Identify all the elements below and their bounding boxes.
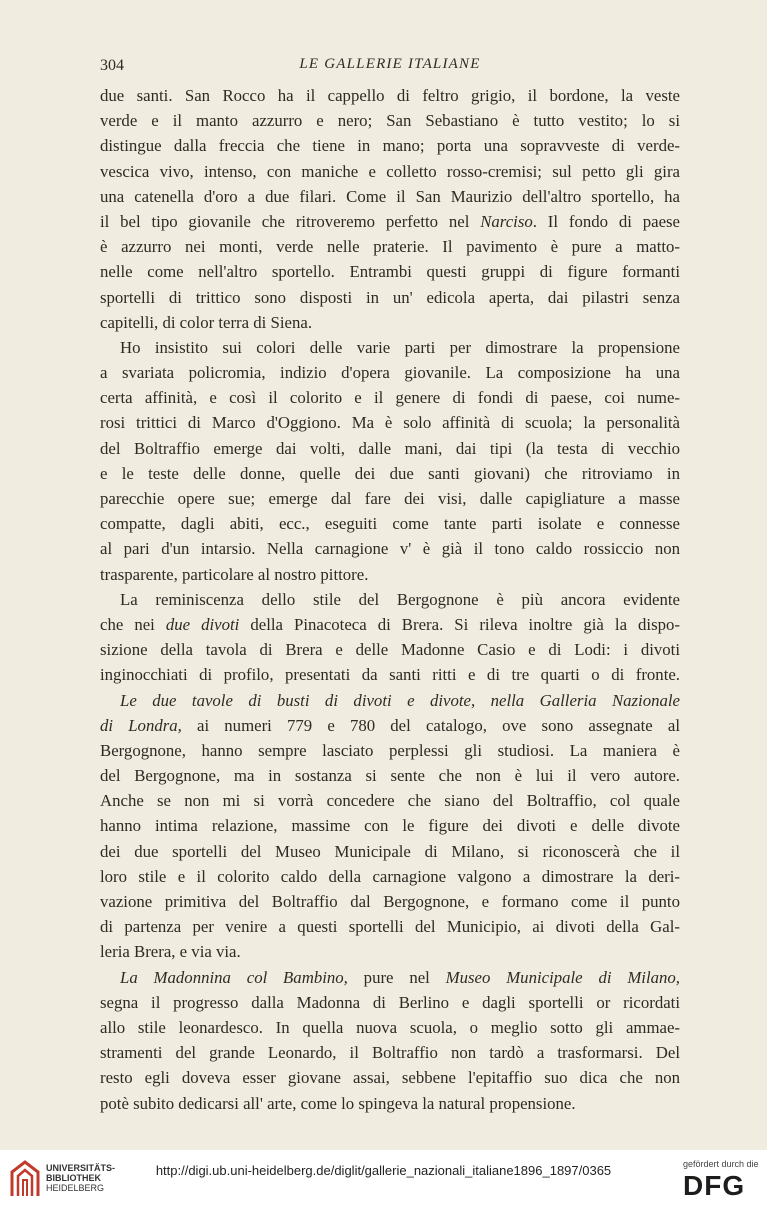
text-line <box>100 234 680 259</box>
text-line <box>100 511 680 536</box>
text-run: leria Brera, e via via. <box>100 942 241 962</box>
text-run: Ho insistito sui colori delle varie parti per dimostrare la propensione <box>120 337 680 357</box>
text-run: di partenza per venire a questi sportelli del Municipio, ai divoti della Gal- <box>100 917 680 937</box>
text-run: compatte, dagli abiti, ecc., eseguiti come tante parti isolate e connesse <box>100 514 680 534</box>
text-line <box>100 259 680 284</box>
text-line <box>100 1065 680 1090</box>
running-title: LE GALLERIE ITALIANE <box>299 56 481 72</box>
text-line <box>100 612 680 637</box>
text-line <box>100 1091 680 1116</box>
text-line <box>100 108 680 133</box>
text-line <box>100 285 680 310</box>
text-run: distingue dalla freccia che tiene in mano; porta una sopravveste di verde- <box>100 136 680 156</box>
text-run: che nei <box>100 614 166 634</box>
text-run: è azzurro nei monti, verde nelle praterie. Il pavimento è pure a matto- <box>100 237 680 257</box>
text-line <box>100 637 680 662</box>
text-line <box>100 385 680 410</box>
library-name-line: UNIVERSITÄTS- <box>46 1163 116 1173</box>
text-line <box>100 990 680 1015</box>
text-run: capitelli, di color terra di Siena. <box>100 312 313 332</box>
page-number: 304 <box>100 57 124 74</box>
funding-caption: gefördert durch die <box>683 1159 759 1169</box>
text-line <box>100 133 680 158</box>
text-run: una catenella d'oro a due filari. Come il San Maurizio dell'altro sportello, ha <box>100 186 680 206</box>
text-run: resto egli doveva esser giovane assai, sebbene l'epitaffio suo dica che non <box>100 1068 680 1088</box>
text-line <box>100 536 680 561</box>
text-run: e le teste delle donne, quelle dei due santi giovani) che ritroviamo in <box>100 463 680 483</box>
text-line <box>100 159 680 184</box>
footer-bar <box>0 1150 767 1206</box>
text-run: sportelli di trittico sono disposti in un' edicola aperta, dai pilastri senza <box>100 287 680 307</box>
text-run: potè subito dedicarsi all' arte, come lo spingeva la natural propensione. <box>100 1093 576 1113</box>
text-run: . Il fondo di paese <box>532 211 680 231</box>
text-line <box>100 889 680 914</box>
text-line <box>100 310 680 335</box>
text-line <box>100 83 680 108</box>
text-line <box>100 839 680 864</box>
text-run: vescica vivo, intenso, con maniche e colletto rosso-cremisi; sul petto gli gira <box>100 161 680 181</box>
text-run: il bel tipo giovanile che ritroveremo perfetto nel <box>100 211 481 231</box>
text-run: nelle come nell'altro sportello. Entrambi questi gruppi di figure formanti <box>100 262 680 282</box>
italic-text: La Madonnina col Bambino, <box>120 967 348 987</box>
text-run: due santi. San Rocco ha il cappello di feltro grigio, il bordone, la veste <box>100 86 680 105</box>
text-line <box>100 1040 680 1065</box>
text-line <box>100 713 680 738</box>
text-run: del Boltraffio emerge dai volti, dalle mani, dai tipi (la testa di vecchio <box>100 438 680 458</box>
body-text <box>100 83 680 1116</box>
text-run: loro stile e il colorito caldo della carnagione valgono a dimostrare la deri- <box>100 866 680 886</box>
italic-text: Museo Municipale di Milano, <box>445 967 680 987</box>
text-line <box>100 864 680 889</box>
text-line <box>100 1015 680 1040</box>
text-run: Bergognone, hanno sempre lasciato perplessi gli studiosi. La maniera è <box>100 740 680 760</box>
text-run: vazione primitiva del Boltraffio dal Bergognone, e formano come il punto <box>100 892 680 911</box>
italic-text: Narciso <box>480 211 533 231</box>
text-run: della Pinacoteca di Brera. Si rileva inoltre già la dispo- <box>239 614 680 634</box>
library-name-line: HEIDELBERG <box>46 1183 105 1193</box>
text-run: hanno intima relazione, massime con le figure dei divoti e delle divote <box>100 816 680 836</box>
text-run: ai numeri 779 e 780 del catalogo, ove sono assegnate al <box>181 715 680 735</box>
source-url-link[interactable]: http://digi.ub.uni-heidelberg.de/diglit/gallerie_nazionali_italiane1896_1897/0365 <box>155 1163 612 1178</box>
text-run: rosi trittici di Marco d'Oggiono. Ma è solo affinità di scuola; la personalità <box>100 413 680 433</box>
text-line <box>100 587 680 612</box>
text-line <box>100 813 680 838</box>
text-run: segna il progresso dalla Madonna di Berlino e dagli sportelli or ricordati <box>100 992 680 1012</box>
text-run: La reminiscenza dello stile del Bergognone è più ancora evidente <box>120 589 680 609</box>
text-line <box>100 461 680 486</box>
text-run: del Bergognone, ma in sostanza si sente che non è lui il vero autore. <box>100 766 680 786</box>
text-run: allo stile leonardesco. In quella nuova scuola, o meglio sotto gli ammae- <box>100 1017 680 1037</box>
text-line <box>100 788 680 813</box>
text-line <box>100 763 680 788</box>
text-run: trasparente, particolare al nostro pittore. <box>100 564 369 584</box>
italic-text: Le due tavole di busti di divoti e divote, nella Galleria Nazionale <box>120 690 680 710</box>
text-run: a svariata policromia, indizio d'opera giovanile. La composizione ha una <box>100 363 680 383</box>
text-line <box>100 436 680 461</box>
text-run: certa affinità, e così il colorito e il genere di fondi di paese, coi nume- <box>100 388 680 408</box>
text-run: Anche se non mi si vorrà concedere che siano del Boltraffio, col quale <box>100 791 680 811</box>
text-line <box>100 410 680 435</box>
text-run: pure nel <box>347 967 446 987</box>
text-line <box>100 184 680 209</box>
text-line <box>100 486 680 511</box>
text-line <box>100 914 680 939</box>
library-name-line: BIBLIOTHEK <box>46 1173 101 1183</box>
text-run: parecchie opere sue; emerge dal fare dei visi, dalle capigliature a masse <box>100 489 680 508</box>
text-line <box>100 209 680 234</box>
dfg-logo: DFG <box>683 1170 746 1201</box>
text-line <box>100 688 680 713</box>
text-run: verde e il manto azzurro e nero; San Sebastiano è tutto vestito; lo si <box>100 111 680 131</box>
text-line <box>100 562 680 587</box>
text-line <box>100 335 680 360</box>
text-line <box>100 662 680 687</box>
page-header <box>100 52 680 76</box>
text-run: dei due sportelli del Museo Municipale di Milano, si riconoscerà che il <box>100 841 680 861</box>
text-run: al pari d'un intarsio. Nella carnagione v' è già il tono caldo rossiccio non <box>100 539 680 559</box>
italic-text: due divoti <box>165 614 240 634</box>
text-run: stramenti del grande Leonardo, il Boltraffio non tardò a trasformarsi. Del <box>100 1043 680 1063</box>
text-run: inginocchiati di profilo, presentati da santi ritti e di tre quarti o di fronte. <box>100 665 680 685</box>
text-line <box>100 360 680 385</box>
text-run: sizione della tavola di Brera e delle Madonne Casio e di Lodi: i divoti <box>100 640 680 660</box>
text-line <box>100 965 680 990</box>
text-line <box>100 939 680 964</box>
italic-text: di Londra, <box>100 715 182 735</box>
text-line <box>100 738 680 763</box>
